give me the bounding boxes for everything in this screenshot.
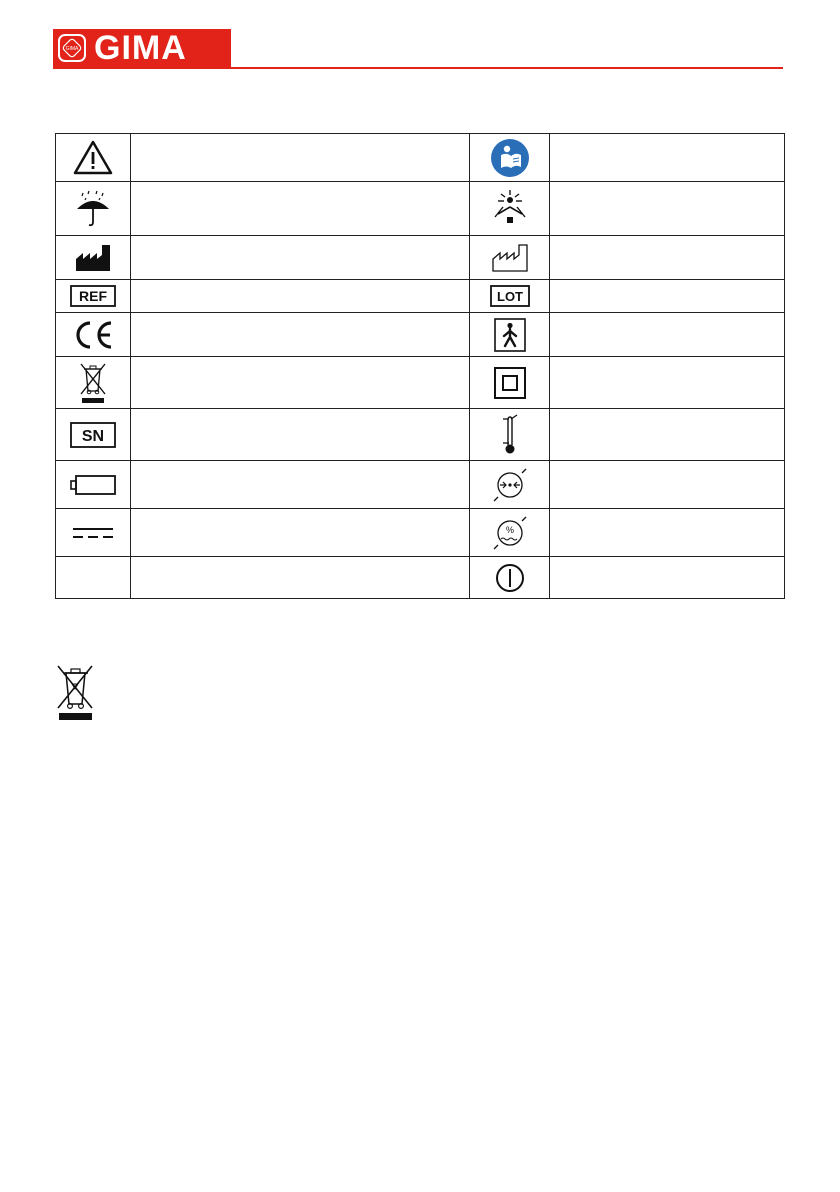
temperature-limit-icon [470,409,550,461]
gima-badge-text: GIMA [65,46,79,52]
empty-icon-cell [56,557,131,599]
table-row [56,409,785,461]
header [53,29,783,71]
symbol-description [550,182,785,236]
symbol-description [131,357,470,409]
symbol-description [550,461,785,509]
gima-logo [53,29,231,67]
table-row [56,182,785,236]
humidity-limit-icon [470,509,550,557]
table-row [56,461,785,509]
symbol-description [131,461,470,509]
brand-name: GIMA [94,29,187,67]
symbol-description [131,182,470,236]
table-row [56,357,785,409]
symbol-description [550,357,785,409]
humidity-label: % [505,524,514,535]
table-row [56,280,785,313]
table-row [56,509,785,557]
lot-number-icon [470,280,550,313]
ce-mark-icon [56,313,131,357]
weee-disposal-icon [55,662,95,722]
symbol-description [131,509,470,557]
battery-icon [56,461,131,509]
table-row [56,236,785,280]
symbol-description [131,313,470,357]
header-divider [53,67,783,69]
symbol-description [550,134,785,182]
sn-label: SN [81,427,105,445]
symbol-description [131,280,470,313]
table-row [56,557,785,599]
power-on-off-icon [470,557,550,599]
symbol-description [131,236,470,280]
ref-catalogue-icon [56,280,131,313]
table-row [56,313,785,357]
type-bf-applied-part-icon [470,313,550,357]
ref-label: REF [79,288,107,304]
symbol-description [131,409,470,461]
symbol-description [550,509,785,557]
symbol-description [131,557,470,599]
keep-dry-umbrella-icon [56,182,131,236]
symbol-description [550,280,785,313]
keep-away-sunlight-icon [470,182,550,236]
manufacturer-icon [56,236,131,280]
table-row [56,134,785,182]
date-of-manufacture-icon [470,236,550,280]
symbol-description [550,313,785,357]
caution-triangle-icon [56,134,131,182]
gima-badge-icon [58,34,86,62]
class-ii-double-insulation-icon [470,357,550,409]
lot-label: LOT [496,289,523,304]
direct-current-icon [56,509,131,557]
read-instructions-icon [470,134,550,182]
weee-disposal-icon [56,357,131,409]
serial-number-icon [56,409,131,461]
atmospheric-pressure-limit-icon [470,461,550,509]
symbol-description [550,236,785,280]
symbols-table [55,133,785,599]
symbol-description [131,134,470,182]
symbol-description [550,409,785,461]
symbol-description [550,557,785,599]
